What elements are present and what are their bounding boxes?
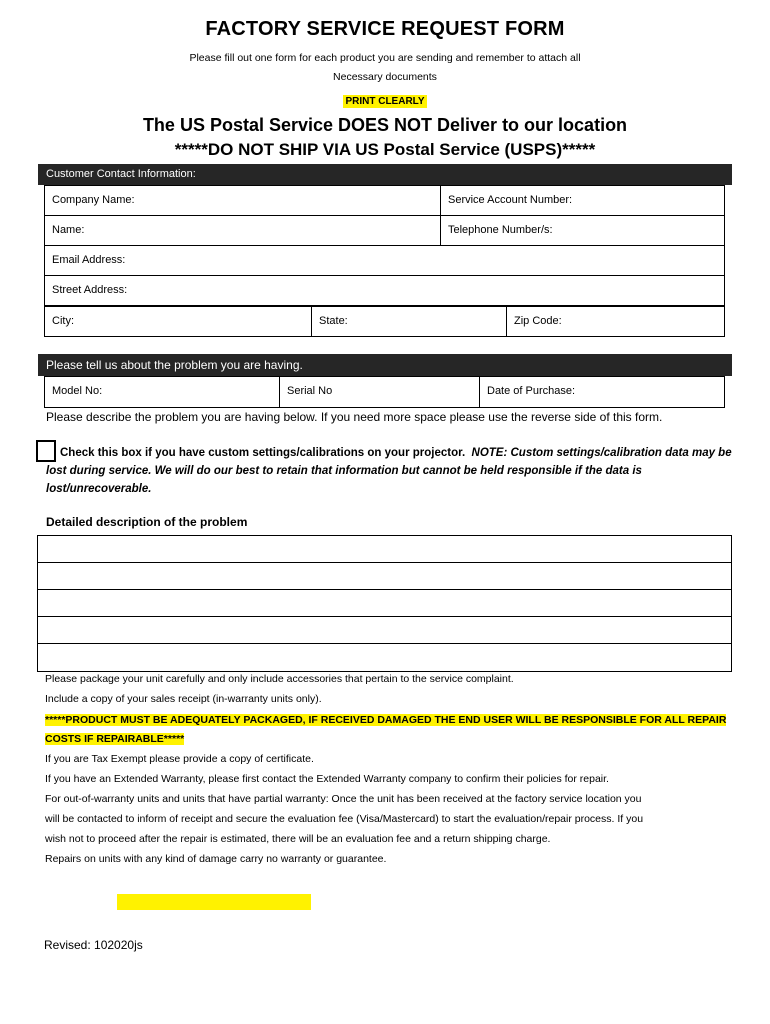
note-packaged-warning-2 <box>45 733 184 745</box>
problem-description-table <box>37 535 732 672</box>
note-extended-warranty: If you have an Extended Warranty, please first contact the Extended Warranty company to confirm their policies for repair. <box>45 773 609 785</box>
description-line[interactable] <box>38 644 731 671</box>
email-field[interactable]: Email Address: <box>44 245 725 276</box>
custom-settings-disclaimer: NOTE: Custom settings/calibration data may be lost during service. We will do our best to retain that information but cannot be held responsible if the data is lost/unrecoverable. <box>46 447 732 495</box>
custom-settings-label: Check this box if you have custom settings/calibrations on your projector. <box>60 447 466 459</box>
packaged-warning-line-2: COSTS IF REPAIRABLE***** <box>45 733 185 745</box>
problem-section-header: Please tell us about the problem you are having. <box>38 354 732 376</box>
note-receipt: Include a copy of your sales receipt (in-warranty units only). <box>45 693 322 705</box>
print-clearly-label: PRINT CLEARLY <box>345 96 425 107</box>
date-of-purchase-field[interactable]: Date of Purchase: <box>479 376 725 408</box>
intro-line-1: Please fill out one form for each product you are sending and remember to attach all <box>189 52 581 64</box>
detail-description-heading: Detailed description of the problem <box>46 515 248 529</box>
model-no-field[interactable]: Model No: <box>44 376 280 408</box>
telephone-field[interactable]: Telephone Number/s: <box>440 215 725 246</box>
service-account-field[interactable]: Service Account Number: <box>440 185 725 216</box>
state-field[interactable]: State: <box>311 306 507 337</box>
description-line[interactable] <box>38 590 731 617</box>
form-title: FACTORY SERVICE REQUEST FORM <box>205 18 565 40</box>
note-out-of-warranty-3: wish not to proceed after the repair is estimated, there will be an evaluation fee and a return shipping charge. <box>45 833 551 845</box>
intro-line-2: Necessary documents <box>333 71 437 83</box>
description-line[interactable] <box>38 536 731 563</box>
note-tax-exempt: If you are Tax Exempt please provide a copy of certificate. <box>45 753 314 765</box>
note-damage: Repairs on units with any kind of damage carry no warranty or guarantee. <box>45 853 387 865</box>
street-address-field[interactable]: Street Address: <box>44 275 725 306</box>
print-clearly-wrap <box>0 91 770 109</box>
contact-section-header: Customer Contact Information: <box>38 164 732 185</box>
usps-warning-line-1: The US Postal Service DOES NOT Deliver to our location <box>142 115 628 135</box>
name-field[interactable]: Name: <box>44 215 441 246</box>
highlight-bar <box>117 894 311 910</box>
revision-label: Revised: 102020js <box>44 938 143 952</box>
description-line[interactable] <box>38 617 731 644</box>
note-out-of-warranty-2: will be contacted to inform of receipt and secure the evaluation fee (Visa/Mastercard) to start the evaluation/repair process. If you <box>45 813 644 825</box>
usps-warning-line-2: *****DO NOT SHIP VIA US Postal Service (USPS)***** <box>174 140 596 159</box>
note-packaging: Please package your unit carefully and only include accessories that pertain to the service complaint. <box>45 673 514 685</box>
note-packaged-warning-1 <box>45 714 726 726</box>
description-line[interactable] <box>38 563 731 590</box>
describe-instructions: Please describe the problem you are having below. If you need more space please use the reverse side of this form. <box>46 410 663 424</box>
city-field[interactable]: City: <box>44 306 312 337</box>
note-out-of-warranty-1: For out-of-warranty units and units that have partial warranty: Once the unit has been received at the factory service location you <box>45 793 642 805</box>
custom-settings-note <box>46 444 736 498</box>
serial-no-field[interactable]: Serial No <box>279 376 480 408</box>
company-name-field[interactable]: Company Name: <box>44 185 441 216</box>
packaged-warning-line-1: *****PRODUCT MUST BE ADEQUATELY PACKAGED, IF RECEIVED DAMAGED THE END USER WILL BE RESPONSIBLE FOR ALL REPAIR <box>45 714 727 726</box>
zip-code-field[interactable]: Zip Code: <box>506 306 725 337</box>
